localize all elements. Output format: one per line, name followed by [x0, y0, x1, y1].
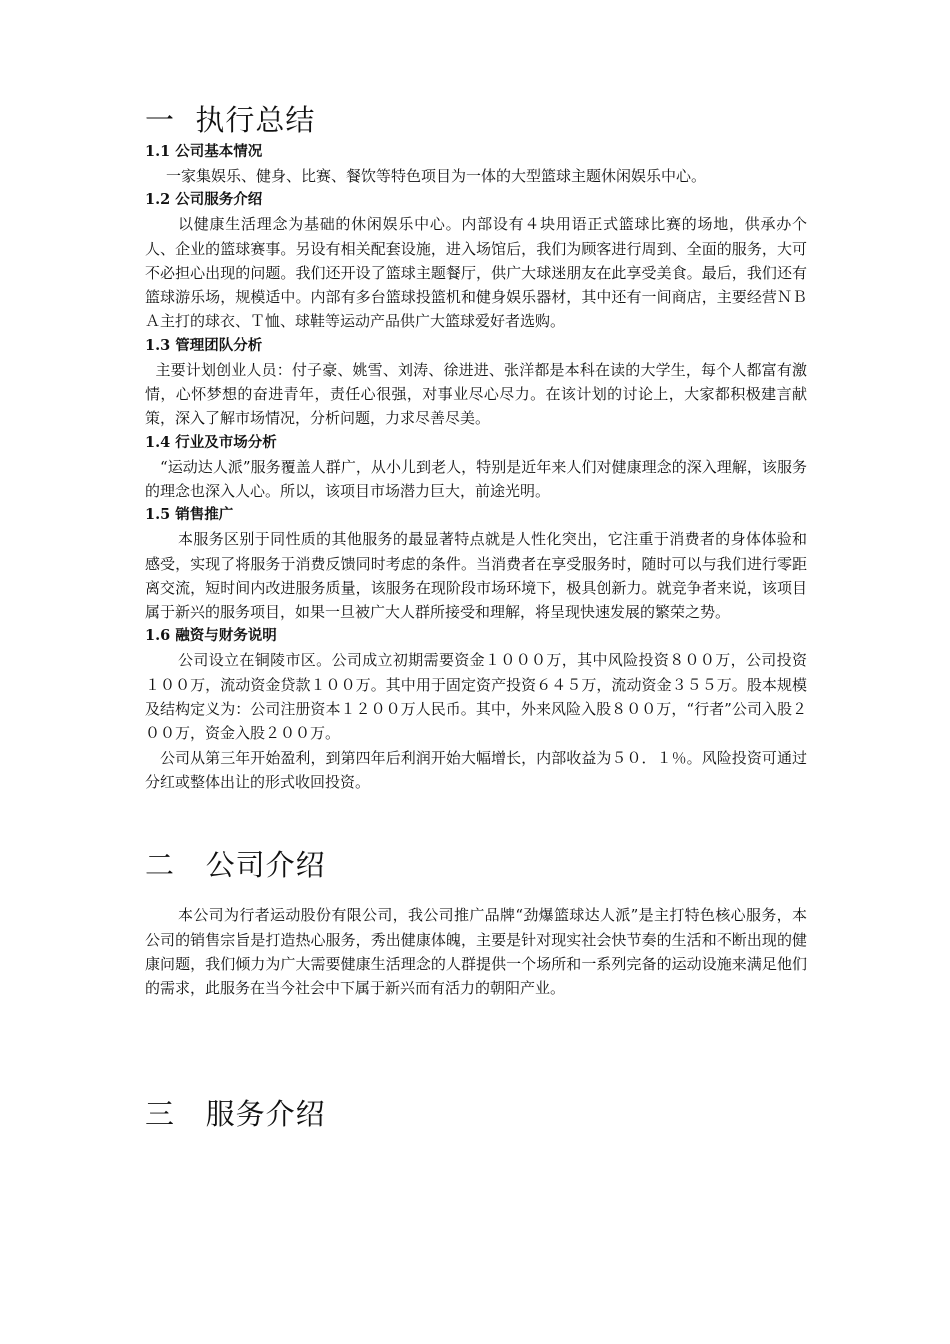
paragraph-1-6-b: 公司从第三年开始盈利，到第四年后利润开始大幅增长，内部收益为５０．１％。风险投资可通过分红或整体出让的形式收回投资。 — [145, 748, 807, 791]
paragraph-1-2: 以健康生活理念为基础的休闲娱乐中心。内部设有４块用语正式篮球比赛的场地，供承办个人、企业的篮球赛事。另设有相关配套设施，进入场馆后，我们为顾客进行周到、全面的服务，大可不必担心出现的问题。我们还开设了篮球主题餐厅，供广大球迷朋友在此享受美食。最后，我们还有篮球游乐场，规模适中。内部有多台篮球投篮机和健身娱乐器材，其中还有一间商店，主要经营ＮＢＡ主打的球衣、Ｔ恤、球鞋等运动产品供广大篮球爱好者选购。 — [145, 215, 807, 331]
subsection-heading-1-1: 1.1 公司基本情况 — [145, 143, 263, 160]
document-body — [145, 100, 807, 1134]
paragraph-1-6-a: 公司设立在铜陵市区。公司成立初期需要资金１０００万，其中风险投资８００万，公司投资１００万，流动资金贷款１００万。其中用于固定资产投资６４５万，流动资金３５５万。股本规模及结构定义为：公司注册资本１２００万人民币。其中，外来风险入股８００万，“行者”公司入股２００万，资金入股２００万。 — [145, 651, 807, 743]
paragraph-1-4: “运动达人派”服务覆盖人群广，从小儿到老人，特别是近年来人们对健康理念的深入理解，该服务的理念也深入人心。所以，该项目市场潜力巨大，前途光明。 — [145, 457, 807, 500]
subsection-heading-1-6: 1.6 融资与财务说明 — [145, 627, 277, 645]
subsection-heading-1-4: 1.4 行业及市场分析 — [145, 433, 277, 451]
paragraph-company-intro: 本公司为行者运动股份有限公司，我公司推广品牌“劲爆篮球达人派”是主打特色核心服务，本公司的销售宗旨是打造热心服务，秀出健康体魄，主要是针对现实社会快节奏的生活和不断出现的健康问题，我们倾力为广大需要健康生活理念的人群提供一个场所和一系列完备的运动设施来满足他们的需求，此服务在当今社会中下属于新兴而有活力的朝阳产业。 — [145, 906, 807, 998]
subsection-heading-1-5: 1.5 销售推广 — [145, 506, 234, 524]
subsection-heading-1-2: 1.2 公司服务介绍 — [145, 191, 263, 209]
subsection-heading-1-3: 1.3 管理团队分析 — [145, 336, 263, 354]
section-title-company-intro: 二 公司介绍 — [145, 848, 326, 883]
section-title-executive-summary: 一 执行总结 — [145, 103, 316, 137]
paragraph-1-1: 一家集娱乐、健身、比赛、餐饮等特色项目为一体的大型篮球主题休闲娱乐中心。 — [166, 167, 707, 185]
paragraph-1-3: 主要计划创业人员：付子豪、姚雪、刘涛、徐进进、张洋都是本科在读的大学生，每个人都富有激情，心怀梦想的奋进青年，责任心很强，对事业尽心尽力。在该计划的讨论上，大家都积极建言献策，深入了解市场情况，分析问题，力求尽善尽美。 — [145, 360, 807, 428]
paragraph-1-5: 本服务区别于同性质的其他服务的最显著特点就是人性化突出，它注重于消费者的身体体验和感受，实现了将服务于消费反馈同时考虑的条件。当消费者在享受服务时，随时可以与我们进行零距离交流，短时间内改进服务质量，该服务在现阶段市场环境下，极具创新力。就竞争者来说，该项目属于新兴的服务项目，如果一旦被广大人群所接受和理解，将呈现快速发展的繁荣之势。 — [145, 530, 807, 622]
section-title-service-intro: 三 服务介绍 — [145, 1097, 326, 1132]
